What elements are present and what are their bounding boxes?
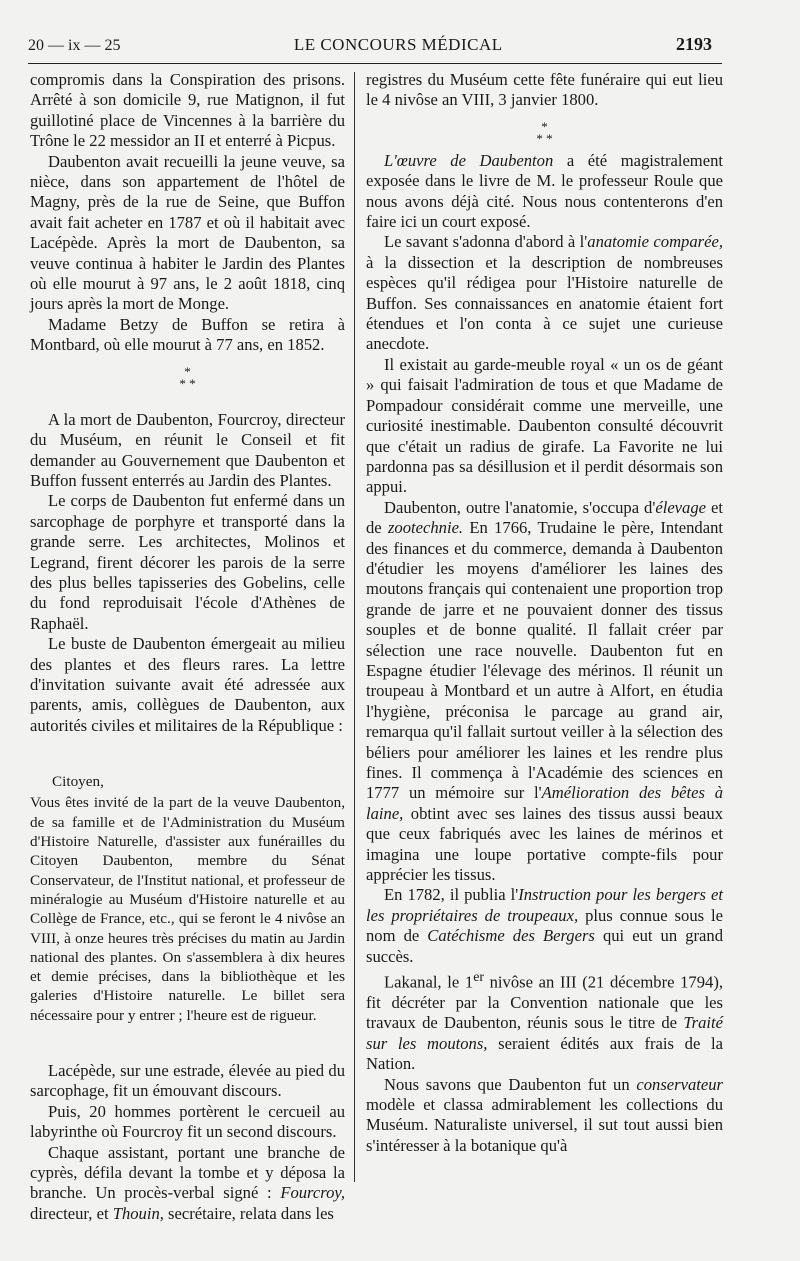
journal-title: LE CONCOURS MÉDICAL [293,35,503,54]
page-number: 2193 [676,34,712,54]
header-rule [28,63,722,64]
paragraph: Chaque assistant, portant une branche de cyprès, défila devant la tombe et y déposa la branche. Un procès-verbal signé : Fourcroy, directeur, et Thouin, secrétaire, relata dans les [30,1142,345,1223]
paragraph: registres du Muséum cette fête funéraire qui eut lieu le 4 nivôse an VIII, 3 janvier 1800. [366,70,723,110]
paragraph: Madame Betzy de Buffon se retira à Montbard, où elle mourut à 77 ans, en 1852. [30,314,345,355]
letter-body: Vous êtes invité de la part de la veuve Daubenton, de sa famille et de l'Administration du Muséum d'Histoire Naturelle, d'assister aux funérailles du Citoyen Daubenton, membre du Sénat Conservateur, de l'Institut national, et professeur de minéralogie au Muséum d'Histoire naturelle et au Collège de France, etc., qui se feront le 4 nivôse an VIII, à onze heures très précises du matin au Jardin national des plantes. On s'assemblera à dix heures et demie précises, dans la bibliothèque et les galeries d'Histoire naturelle. Le billet sera nécessaire pour y entrer ; l'heure est de rigueur. [30,794,345,1024]
paragraph: Le corps de Daubenton fut enfermé dans un sarcophage de porphyre et transporté dans la grande serre. Les architectes, Molinos et Legrand, firent décorer les parois de la serre des plus belles tapisseries des Gobelins, celle du fond reproduisait l'école d'Athènes de Raphaël. [30,491,345,633]
paragraph: Le savant s'adonna d'abord à l'anatomie comparée, à la dissection et la description de nombreuses espèces qu'il rédigea pour l'Histoire naturelle de Buffon. Ses connaissances en anatomie étaient fort étendues et l'on conta à ce sujet une curieuse anecdote. [366,232,723,354]
paragraph: Le buste de Daubenton émergeait au milieu des plantes et des fleurs rares. La lettre d'invitation suivante avait été adressée aux parents, amis, collègues de Daubenton, aux autorités civiles et militaires de la République : [30,634,345,735]
paragraph: Daubenton, outre l'anatomie, s'occupa d'élevage et de zootechnie. En 1766, Trudaine le père, Intendant des finances et du commerce, demanda à Daubenton d'étudier les moyens d'améliorer les laines des moutons français qui contenaient une proportion trop grande de jarre et ne pouvaient donner des tissus souples et de bonne qualité. Il fallait créer par sélection une race nouvelle. Daubenton fut en Espagne étudier l'élevage des mérinos. Il réunit un troupeau à Montbard et un autre à Alfort, en étudia l'hygiène, préconisa le parcage au grand air, remarqua qu'il fallait surtout veiller à la sélection des béliers pour améliorer les laines et les rendre plus fines. Il commença à l'Académie des sciences en 1777 un mémoire sur l'Amélioration des bêtes à laine, obtint avec ses laines des tissus aussi beaux que ceux fabriqués avec les laines de mérinos et imagina une loupe portative compte-fils pour apprécier les tissus. [366,497,724,885]
section-separator: * * * [536,118,553,146]
paragraph: A la mort de Daubenton, Fourcroy, directeur du Muséum, en réunit le Conseil et fit demander au Gouvernement que Daubenton et Buffon fussent enterrés au Jardin des Plantes. [30,409,345,490]
paragraph: L'œuvre de Daubenton a été magistralement exposée dans le livre de M. le professeur Roule que nous avons déjà cité. Nous nous contenterons d'en faire ici un court exposé. [366,150,723,232]
column-divider [354,72,355,1182]
letter-salutation: Citoyen, [52,773,104,791]
paragraph: En 1782, il publia l'Instruction pour les bergers et les propriétaires de troupeaux, plus connue sous le nom de Catéchisme des Bergers qui eut un grand succès. [366,885,723,966]
left-column [30,70,345,1224]
paragraph: Lacépède, sur une estrade, élevée au pied du sarcophage, fit un émouvant discours. [30,1061,345,1101]
paragraph: Il existait au garde-meuble royal « un os de géant » qui faisait l'admiration de tous et que Madame de Pompadour considérait comme une merveille, une curiosité inestimable. Daubenton consulté découvrit que c'était un radius de girafe. La Favorite ne lui pardonna pas sa désillusion et il perdit désormais son appui. [366,354,723,497]
issue-date: 20 — ix — 25 [28,37,121,54]
paragraph: Daubenton avait recueilli la jeune veuve, sa nièce, dans son appartement de l'hôtel de Magny, près de la rue de Seine, que Buffon avait fait acheter en 1787 et où il habitait avec Lacépède. Après la mort de Daubenton, sa veuve continua à habiter le Jardin des Plantes où elle mourut à 97 ans, le 2 août 1818, cinq jours après la mort de Monge. [30,151,345,314]
section-separator: * * * [179,363,196,391]
right-column [366,70,723,1156]
paragraph: Lakanal, le 1er nivôse an III (21 décembre 1794), fit décréter par la Convention nationale que les travaux de Daubenton, réunis sous le titre de Traité sur les moutons, seraient édités aux frais de la Nation. [366,969,723,1074]
invitation-letter [30,772,345,1025]
paragraph: compromis dans la Conspiration des prisons. Arrêté à son domicile 9, rue Matignon, il fut guillotiné place de Vincennes à la barrière du Trône le 22 messidor an II et enterré à Picpus. [30,70,345,151]
paragraph: Nous savons que Daubenton fut un conservateur modèle et classa admirablement les collections du Muséum. Naturaliste universel, il sut tout aussi bien s'intéresser à la botanique qu'à [366,1074,723,1155]
running-header [28,34,712,60]
paragraph: Puis, 20 hommes portèrent le cercueil au labyrinthe où Fourcroy fit un second discours. [30,1101,345,1142]
